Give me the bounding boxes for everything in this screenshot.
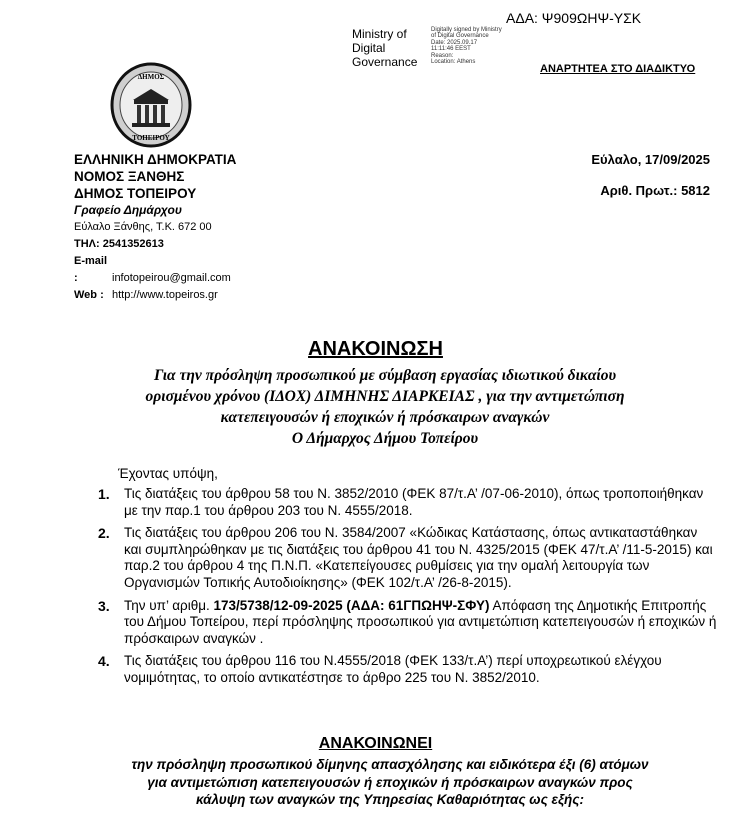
- header-office: Γραφείο Δημάρχου: [74, 203, 182, 217]
- signature-ministry: Ministry of Digital Governance: [352, 27, 418, 69]
- header-email-row: E-mail : infotopeirou@gmail.com: [74, 255, 231, 284]
- header-web-row: Web : http://www.topeiros.gr: [74, 289, 218, 301]
- svg-text:ΔΗΜΟΣ: ΔΗΜΟΣ: [137, 73, 165, 81]
- ada-code: ΑΔΑ: Ψ909ΩΗΨ-ΥΣΚ: [506, 10, 642, 26]
- header-address: Εύλαλο Ξάνθης, Τ.Κ. 672 00: [74, 221, 212, 233]
- web-link[interactable]: http://www.topeiros.gr: [112, 289, 218, 301]
- letterhead: [74, 151, 236, 304]
- svg-text:ΤΟΠΕΙΡΟΥ: ΤΟΠΕΙΡΟΥ: [132, 134, 170, 142]
- posted-online-notice: ΑΝΑΡΤΗΤΕΑ ΣΤΟ ΔΙΑΔΙΚΤΥΟ: [540, 63, 696, 75]
- signature-details: Digitally signed by Ministry of Digital Governance Date: 2025.09.17 11:11:46 EEST Reason: Location: Athens: [431, 27, 502, 66]
- considering-intro: Έχοντας υπόψη,: [118, 466, 218, 481]
- email-link[interactable]: infotopeirou@gmail.com: [112, 272, 231, 284]
- header-municipality: ΔΗΜΟΣ ΤΟΠΕΙΡΟΥ: [74, 186, 197, 201]
- announcement-subtitle: Για την πρόσληψη προσωπικού με σύμβαση εργασίας ιδιωτικού δικαίου ορισμένου χρόνου (ΙΔΟΧ) ΔΙΜΗΝΗΣ ΔΙΑΡΚΕΙΑΣ , για την αντιμετώπιση κατεπειγουσών ή εποχικών ή πρόσκαιρων αναγκών Ο Δήμαρχος Δήμου Τοπείρου: [145, 367, 625, 447]
- list-item: 4. Τις διατάξεις του άρθρου 116 του Ν.4555/2018 (ΦΕΚ 133/τ.Α’) περί υποχρεωτικού ελέγχου νομιμότητας, το οποίο αντικατέστησε το άρθρο 225 του Ν. 3852/2010.: [98, 653, 662, 685]
- list-item: 2. Τις διατάξεις του άρθρου 206 του Ν. 3584/2007 «Κώδικας Κατάστασης, όπως αντικαταστάθηκαν και συμπληρώθηκαν με τις διατάξεις του άρθρου 41 του Ν. 4325/2015 (ΦΕΚ 47/τ.Α’ /11-5-2015) και παρ.2 του άρθρου 4 της Π.Ν.Π. «Κατεπείγουσες ρυθμίσεις για την ομαλή λειτουργία των Οργανισμών Τοπικής Αυτοδιοίκησης» (ΦΕΚ 102/τ.Α’ /26-8-2015).: [98, 525, 713, 590]
- protocol-number: Αριθ. Πρωτ.: 5812: [600, 183, 710, 198]
- header-phone: ΤΗΛ: 2541352613: [74, 238, 164, 250]
- announces-heading: ΑΝΑΚΟΙΝΩΝΕΙ: [318, 735, 433, 752]
- date-block: [591, 151, 710, 199]
- municipality-seal-icon: [110, 62, 192, 148]
- announcement-title: ΑΝΑΚΟΙΝΩΣΗ: [308, 338, 443, 360]
- announcement-body: την πρόσληψη προσωπικού δίμηνης απασχόλησης και ειδικότερα έξι (6) ατόμων για αντιμετώπιση κατεπειγουσών ή εποχικών ή πρόσκαιρων αναγκών προς κάλυψη των αναγκών της Υπηρεσίας Καθαριότητας ως εξής:: [131, 757, 649, 807]
- header-republic: ΕΛΛΗΝΙΚΗ ΔΗΜΟΚΡΑΤΙΑ: [74, 152, 237, 167]
- list-item: 1. Τις διατάξεις του άρθρου 58 του Ν. 3852/2010 (ΦΕΚ 87/τ.Α’ /07-06-2010), όπως τροποποιήθηκαν με την παρ.1 του άρθρου 203 του Ν. 4555/2018.: [98, 486, 704, 518]
- list-item: 3. Την υπ’ αριθμ. 173/5738/12-09-2025 (ΑΔΑ: 61ΓΠΩΗΨ-ΣΦΥ) Απόφαση της Δημοτικής Επιτροπής του Δήμου Τοπείρου, περί πρόσληψης προσωπικού για αντιμετώπιση κατεπειγουσών ή εποχικών ή πρόσκαιρων αναγκών .: [98, 597, 717, 646]
- header-prefecture: ΝΟΜΟΣ ΞΑΝΘΗΣ: [74, 169, 185, 184]
- considerations-list: [98, 486, 718, 693]
- document-date: Εύλαλο, 17/09/2025: [591, 152, 710, 167]
